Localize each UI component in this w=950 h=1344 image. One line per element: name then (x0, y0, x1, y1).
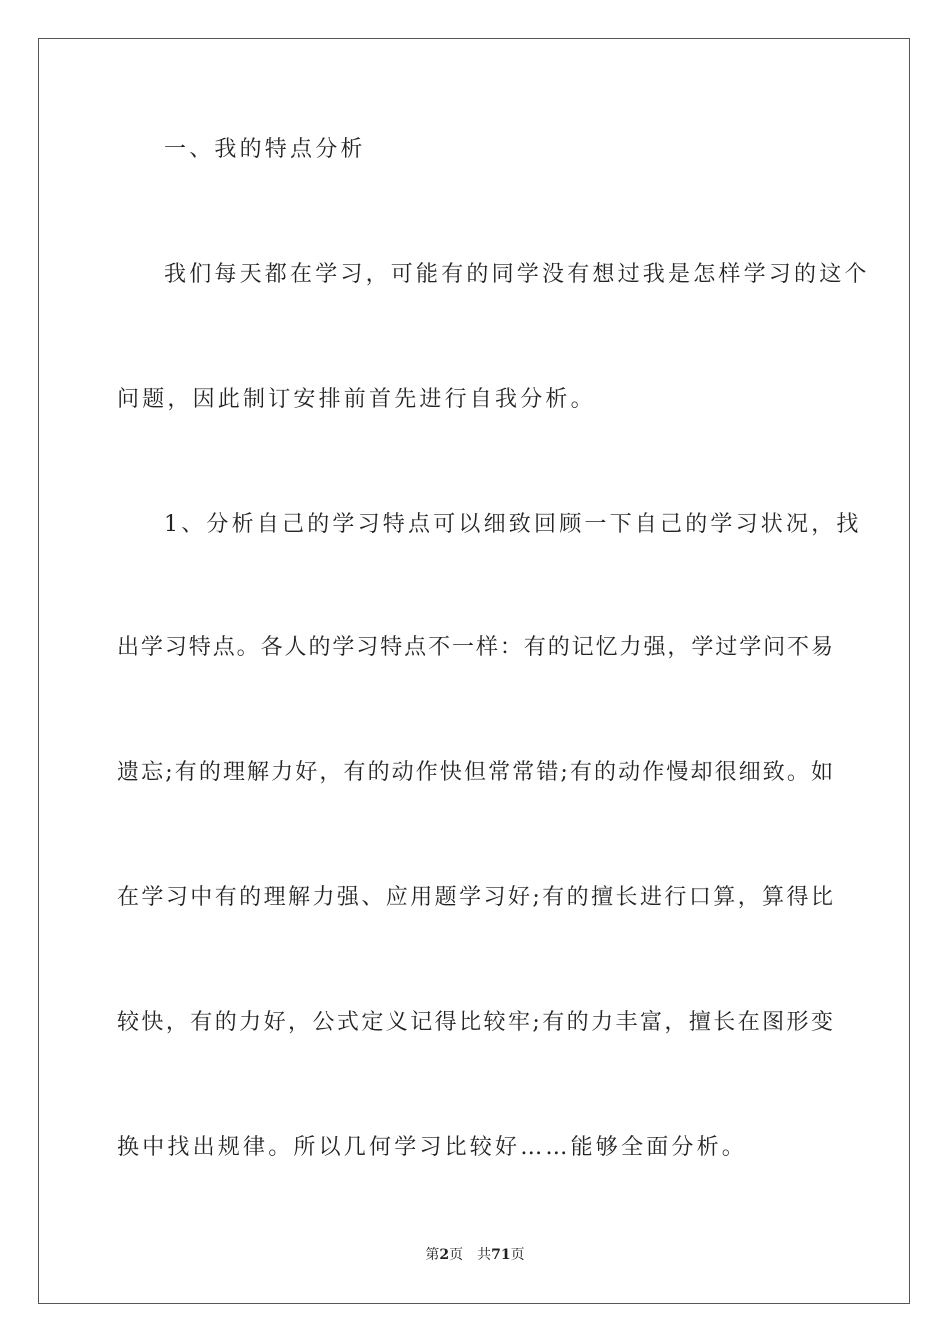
paragraph-2-line-4: 在学习中有的理解力强、应用题学习好;有的擅长进行口算，算得比 (117, 885, 833, 910)
footer-page-prefix: 第 (425, 1247, 440, 1263)
paragraph-2-line-6: 换中找出规律。所以几何学习比较好……能够全面分析。 (117, 1135, 748, 1160)
paragraph-1-line-2: 问题，因此制订安排前首先进行自我分析。 (117, 387, 596, 412)
page-border (38, 38, 910, 1304)
paragraph-2-line-5: 较快，有的力好，公式定义记得比较牢;有的力丰富，擅长在图形变 (117, 1010, 833, 1035)
footer-page-total: 71 (491, 1247, 511, 1263)
paragraph-1-line-1: 我们每天都在学习，可能有的同学没有想过我是怎样学习的这个 (164, 262, 870, 287)
section-heading: 一、我的特点分析 (164, 137, 366, 162)
paragraph-2-line-3: 遗忘;有的理解力好，有的动作快但常常错;有的动作慢却很细致。如 (117, 760, 833, 785)
footer-page-current: 2 (439, 1247, 450, 1263)
paragraph-2-line-2: 出学习特点。各人的学习特点不一样：有的记忆力强，学过学问不易 (117, 635, 833, 660)
footer-total-unit: 页 (510, 1247, 525, 1263)
page-footer (0, 1246, 950, 1264)
footer-page-unit: 页 (449, 1247, 464, 1263)
footer-total-prefix: 共 (477, 1247, 492, 1263)
paragraph-2-line-1: 1、分析自己的学习特点可以细致回顾一下自己的学习状况，找 (164, 512, 862, 537)
